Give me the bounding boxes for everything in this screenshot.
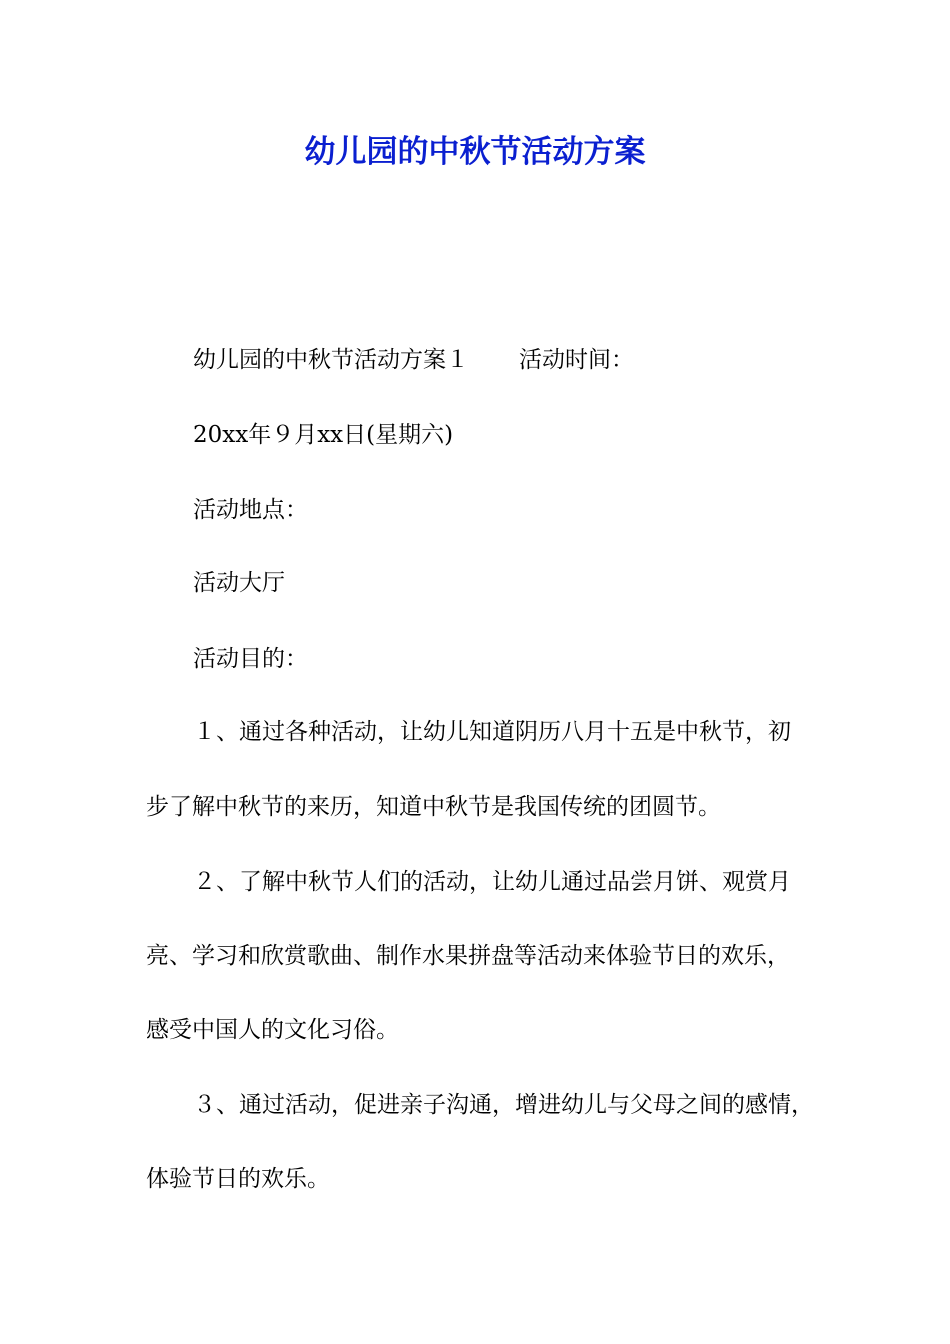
document-title: 幼儿园的中秋节活动方案 [304, 134, 646, 170]
purpose-item-2-line-1: ２、了解中秋节人们的活动，让幼儿通过品尝月饼、观赏月 [193, 869, 791, 895]
purpose-item-2-line-3: 感受中国人的文化习俗。 [146, 1017, 399, 1043]
paragraph-heading-line [193, 344, 873, 376]
purpose-item-1-line-2: 步了解中秋节的来历，知道中秋节是我国传统的团圆节。 [146, 794, 721, 820]
activity-purpose-label: 活动目的： [193, 646, 308, 672]
purpose-item-3-line-2: 体验节日的欢乐。 [146, 1166, 330, 1192]
purpose-item-2-line-2: 亮、学习和欣赏歌曲、制作水果拼盘等活动来体验节日的欢乐， [146, 943, 790, 969]
activity-location: 活动大厅 [193, 570, 285, 596]
purpose-item-3-line-1: ３、通过活动，促进亲子沟通，增进幼儿与父母之间的感情， [193, 1092, 814, 1118]
purpose-item-1-line-1: １、通过各种活动，让幼儿知道阴历八月十五是中秋节，初 [193, 719, 791, 745]
activity-date: 20xx年９月xx日(星期六) [193, 422, 454, 448]
activity-location-label: 活动地点： [193, 497, 308, 523]
plan-heading: 幼儿园的中秋节活动方案１ [193, 347, 469, 373]
activity-time-label: 活动时间： [519, 347, 634, 373]
